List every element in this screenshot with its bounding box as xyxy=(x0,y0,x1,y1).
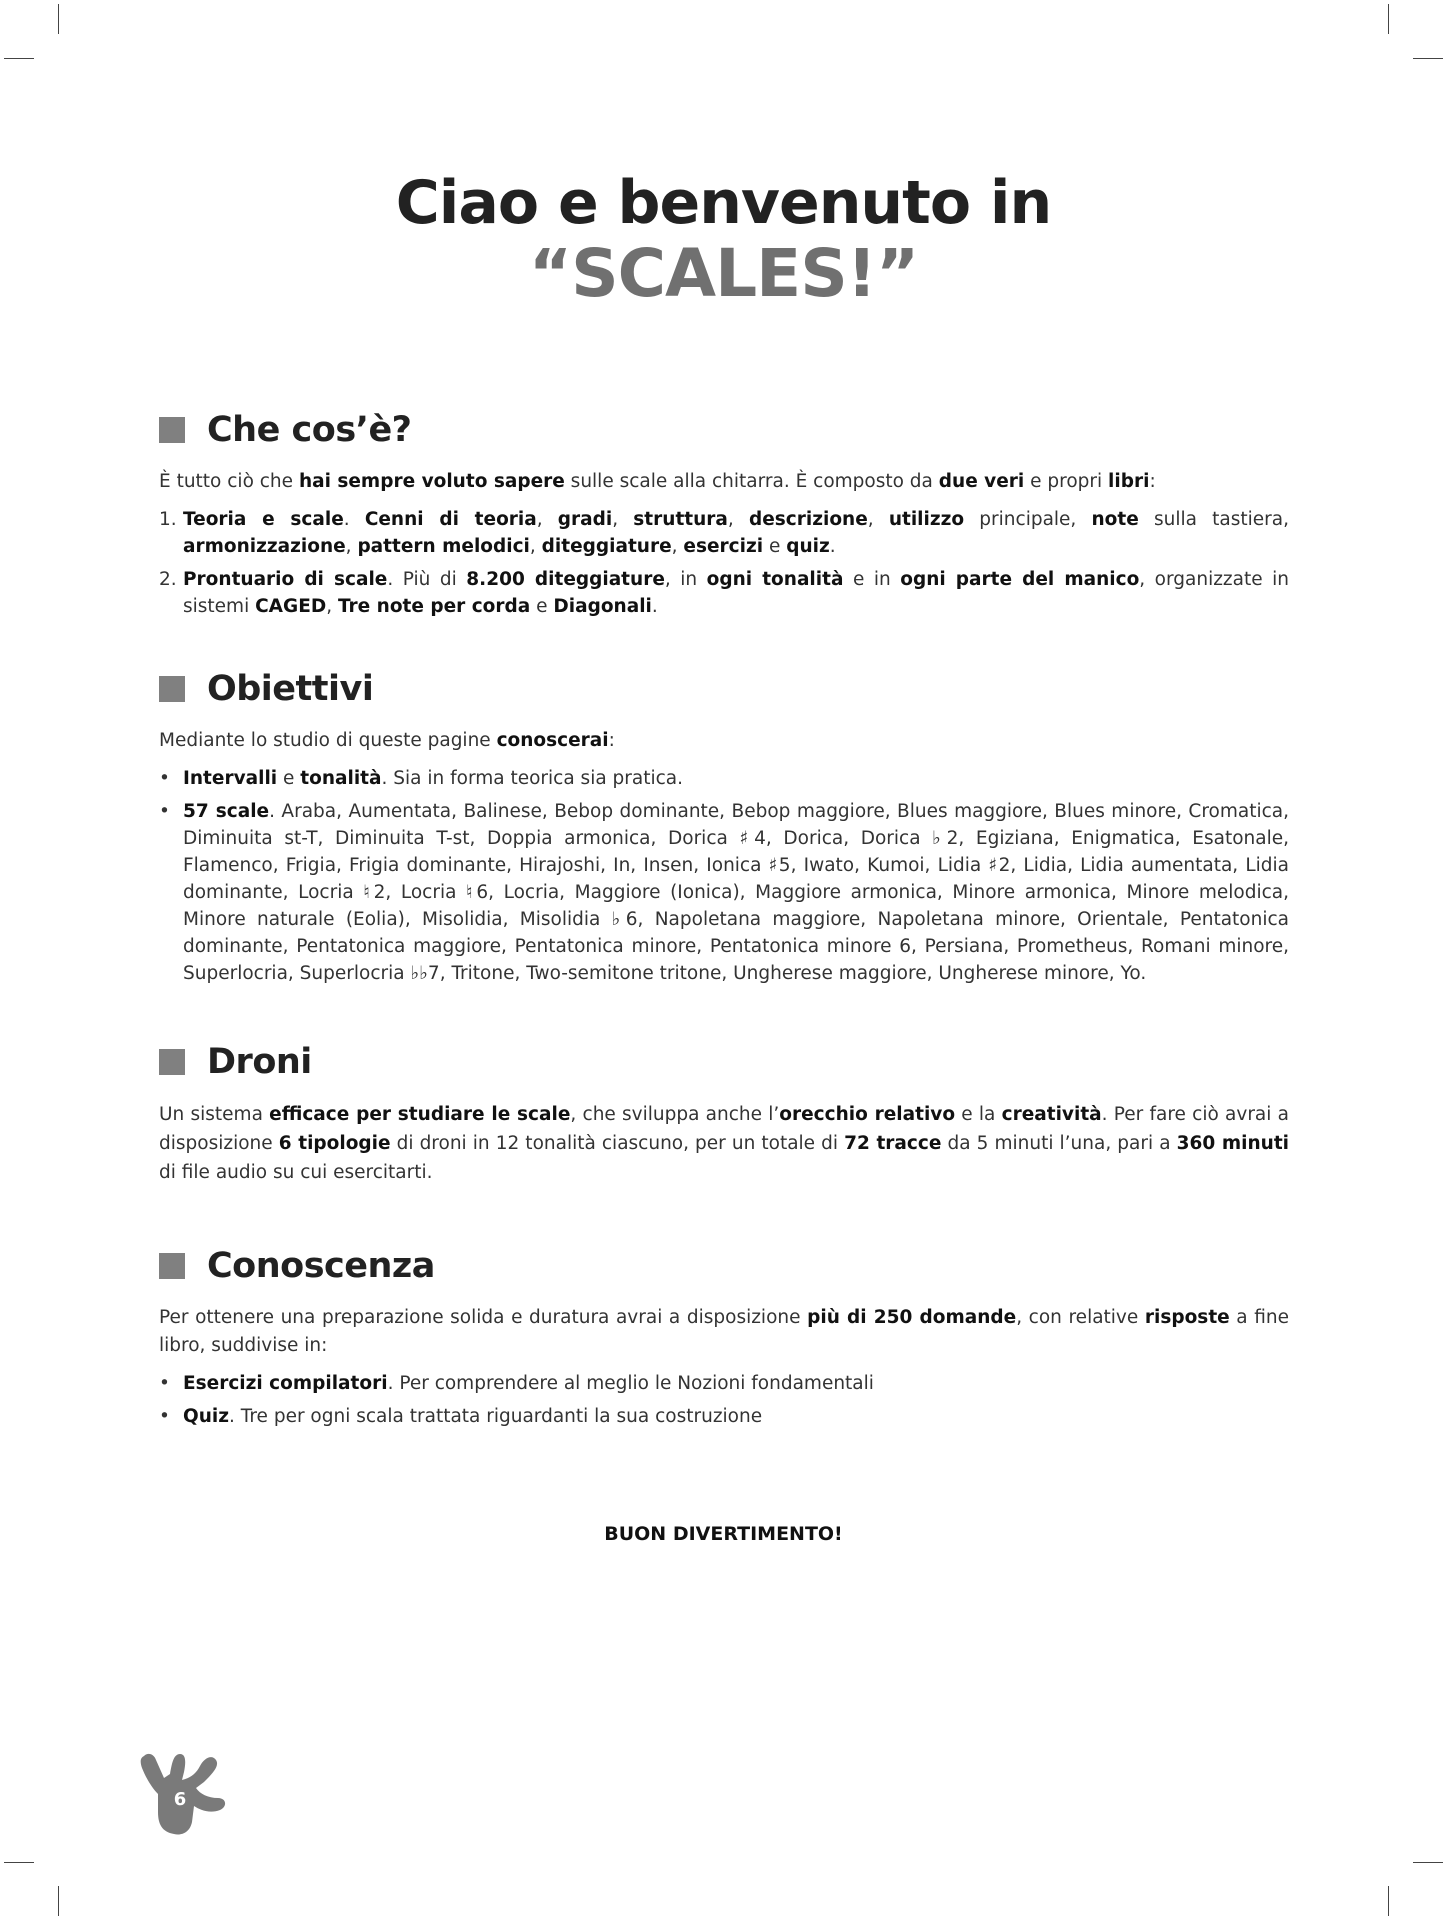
bold-text: armonizzazione xyxy=(183,536,346,557)
bold-text: Quiz xyxy=(183,1406,230,1427)
bold-text: CAGED xyxy=(255,596,327,617)
text-run: . Per comprendere al meglio le Nozioni fondamentali xyxy=(387,1373,874,1394)
bold-text: Cenni di teoria xyxy=(364,509,537,530)
list-item xyxy=(159,765,1289,792)
crop-mark xyxy=(1413,58,1443,59)
bold-text: 72 tracce xyxy=(844,1133,942,1154)
bold-text: Prontuario di scale xyxy=(183,569,388,590)
section-heading xyxy=(159,406,1289,454)
text-run: di file audio su cui esercitarti. xyxy=(159,1162,433,1183)
text-run: Mediante lo studio di queste pagine xyxy=(159,730,497,751)
text-run: , xyxy=(345,536,358,557)
list-marker: • xyxy=(159,768,170,789)
text-run: e xyxy=(277,768,301,789)
text-run: Per ottenere una preparazione solida e duratura avrai a disposizione xyxy=(159,1307,808,1328)
title-line-1: Ciao e benvenuto in xyxy=(395,168,1052,238)
section-intro xyxy=(159,468,1289,496)
list-item xyxy=(159,1370,1289,1397)
bold-text: conoscerai xyxy=(496,730,609,751)
bold-text: ogni parte del manico xyxy=(900,569,1140,590)
bold-text: descrizione xyxy=(748,509,868,530)
bold-text: ogni tonalità xyxy=(706,569,844,590)
text-run: sulle scale alla chitarra. È composto da xyxy=(564,471,939,492)
bold-text: più di 250 domande xyxy=(807,1307,1017,1328)
crop-mark xyxy=(58,1886,59,1916)
bold-text: Intervalli xyxy=(183,768,278,789)
section-heading xyxy=(159,665,1289,713)
bold-text: hai sempre voluto sapere xyxy=(298,471,565,492)
bold-text: utilizzo xyxy=(888,509,965,530)
text-run: . xyxy=(651,596,658,617)
text-run: . xyxy=(829,536,836,557)
crop-mark xyxy=(4,1862,34,1863)
crop-mark xyxy=(58,4,59,34)
text-run: . Tre per ogni scala trattata riguardanti la sua costruzione xyxy=(229,1406,763,1427)
bold-text: creatività xyxy=(1001,1104,1102,1125)
list-item xyxy=(159,566,1289,620)
section-intro xyxy=(159,727,1289,755)
text-run: , xyxy=(727,509,749,530)
list-marker: 1. xyxy=(159,509,177,530)
bold-text: struttura xyxy=(633,509,728,530)
text-run: , xyxy=(612,509,634,530)
text-run: , xyxy=(326,596,338,617)
page-title xyxy=(0,168,1447,310)
bold-text: quiz xyxy=(786,536,830,557)
section-heading xyxy=(159,1038,1289,1086)
text-run: : xyxy=(1149,471,1156,492)
text-run: e la xyxy=(955,1104,1002,1125)
bold-text: gradi xyxy=(557,509,613,530)
text-run: , xyxy=(867,509,889,530)
text-run: , in xyxy=(664,569,707,590)
section-list xyxy=(159,506,1289,620)
bold-text: tonalità xyxy=(300,768,382,789)
crop-mark xyxy=(1388,4,1389,34)
section-list xyxy=(159,1370,1289,1430)
bold-text: 57 scale xyxy=(183,801,270,822)
square-bullet-icon xyxy=(159,417,185,443)
bold-text: due veri xyxy=(938,471,1025,492)
list-item xyxy=(159,798,1289,987)
text-run: da 5 minuti l’una, pari a xyxy=(941,1133,1177,1154)
section-list xyxy=(159,765,1289,987)
square-bullet-icon xyxy=(159,1049,185,1075)
text-run: di droni in 12 tonalità ciascuno, per un totale di xyxy=(390,1133,845,1154)
bold-text: libri xyxy=(1108,471,1150,492)
text-run: principale, xyxy=(964,509,1092,530)
bold-text: pattern melodici xyxy=(357,536,530,557)
text-run: . Sia in forma teorica sia pratica. xyxy=(381,768,684,789)
list-marker: • xyxy=(159,801,170,822)
list-marker: • xyxy=(159,1373,170,1394)
text-run: , xyxy=(671,536,684,557)
bold-text: risposte xyxy=(1144,1307,1230,1328)
bold-text: 360 minuti xyxy=(1176,1133,1289,1154)
text-run: Un sistema xyxy=(159,1104,270,1125)
bold-text: Diagonali xyxy=(553,596,652,617)
section-droni xyxy=(159,1038,1289,1187)
text-run: a fine libro, suddivise in: xyxy=(159,1307,1290,1356)
text-run: , organizzate in sistemi xyxy=(183,569,1290,617)
list-item xyxy=(159,506,1289,560)
bold-text: 6 tipologie xyxy=(278,1133,391,1154)
section-title: Che cos’è? xyxy=(207,410,412,450)
text-run: e propri xyxy=(1024,471,1109,492)
text-run: . Per fare ciò avrai a disposizione xyxy=(159,1104,1289,1154)
section-title: Droni xyxy=(207,1042,312,1082)
section-intro xyxy=(159,1100,1289,1187)
bold-text: esercizi xyxy=(683,536,764,557)
section-heading xyxy=(159,1242,1289,1290)
text-run: , xyxy=(536,509,558,530)
list-item xyxy=(159,1403,1289,1430)
title-line-2: “SCALES!” xyxy=(528,235,919,312)
text-run: È tutto ciò che xyxy=(159,471,299,492)
text-run: , xyxy=(529,536,542,557)
section-che-cose xyxy=(159,406,1289,626)
section-title: Obiettivi xyxy=(207,669,374,709)
section-obiettivi xyxy=(159,665,1289,993)
text-run: sulla tastiera, xyxy=(1138,509,1289,530)
text-run: e xyxy=(763,536,787,557)
list-marker: 2. xyxy=(159,569,177,590)
bold-text: Tre note per corda xyxy=(337,596,531,617)
text-run: . xyxy=(343,509,365,530)
page-number: 6 xyxy=(173,1789,187,1810)
bold-text: note xyxy=(1091,509,1139,530)
square-bullet-icon xyxy=(159,676,185,702)
text-run: . Araba, Aumentata, Balinese, Bebop dominante, Bebop maggiore, Blues maggiore, Blues minore, Cromatica, Diminuita st-T, Diminuita T-st, Doppia armonica, Dorica ♯4, Dorica, Dorica ♭2, Egiziana, Enigmatica, Esatonale, Flamenco, Frigia, Frigia dominante, Hirajoshi, In, Insen, Ionica ♯5, Iwato, Kumoi, Lidia ♯2, Lidia, Lidia aumentata, Lidia dominante, Locria ♮2, Locria ♮6, Locria, Maggiore (Ionica), Maggiore armonica, Minore armonica, Minore melodica, Minore naturale (Eolia), Misolidia, Misolidia ♭6, Napoletana maggiore, Napoletana minore, Orientale, Pentatonica dominante, Pentatonica maggiore, Pentatonica minore, Pentatonica minore 6, Persiana, Prometheus, Romani minore, Superlocria, Superlocria ♭♭7, Tritone, Two-semitone tritone, Ungherese maggiore, Ungherese minore, Yo. xyxy=(183,801,1289,984)
bold-text: Teoria e scale xyxy=(183,509,344,530)
bold-text: efficace per studiare le scale xyxy=(269,1104,571,1125)
bold-text: orecchio relativo xyxy=(779,1104,956,1125)
section-title: Conoscenza xyxy=(207,1246,435,1286)
text-run: : xyxy=(608,730,615,751)
list-marker: • xyxy=(159,1406,170,1427)
section-conoscenza xyxy=(159,1242,1289,1436)
square-bullet-icon xyxy=(159,1253,185,1279)
text-run: , con relative xyxy=(1016,1307,1145,1328)
bold-text: Esercizi compilatori xyxy=(183,1373,388,1394)
crop-mark xyxy=(4,58,34,59)
closing-text: BUON DIVERTIMENTO! xyxy=(604,1523,843,1545)
crop-mark xyxy=(1413,1862,1443,1863)
bold-text: diteggiature xyxy=(541,536,672,557)
text-run: , che sviluppa anche l’ xyxy=(570,1104,780,1125)
crop-mark xyxy=(1388,1886,1389,1916)
text-run: e in xyxy=(843,569,901,590)
text-run: e xyxy=(530,596,554,617)
section-intro xyxy=(159,1304,1289,1360)
text-run: . Più di xyxy=(387,569,467,590)
bold-text: 8.200 diteggiature xyxy=(466,569,665,590)
